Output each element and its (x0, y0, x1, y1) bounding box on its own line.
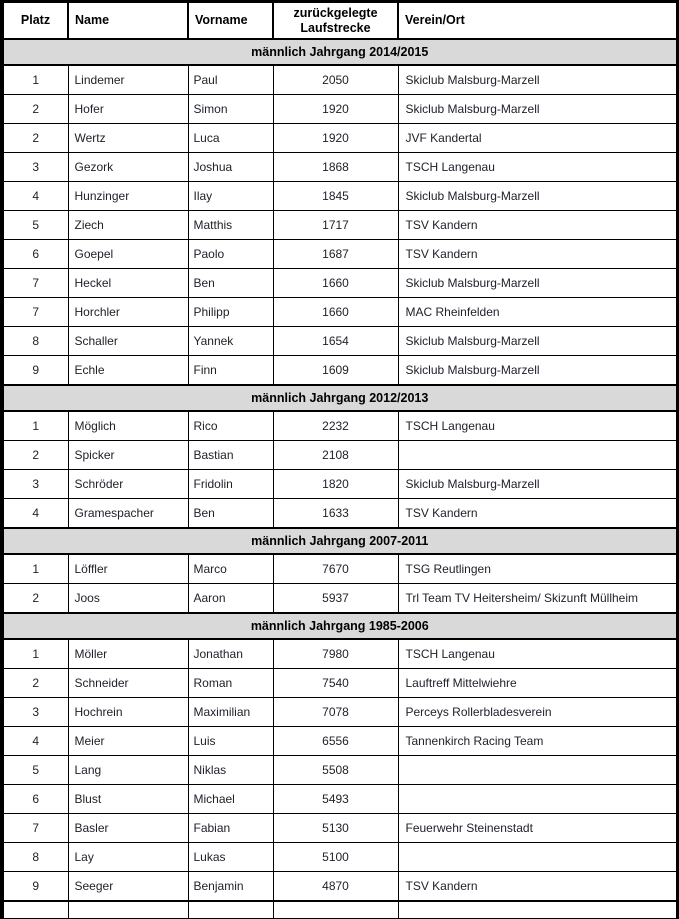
cell-name: Möller (68, 639, 188, 669)
cell-strecke: 5493 (273, 785, 398, 814)
cell-vorname: Niklas (188, 756, 273, 785)
table-row (2, 698, 677, 727)
cell-strecke: 1717 (273, 211, 398, 240)
cell-strecke: 1687 (273, 240, 398, 269)
cell-vorname: Marco (188, 554, 273, 584)
cell-name: Horchler (68, 298, 188, 327)
table-row (2, 727, 677, 756)
table-row (2, 182, 677, 211)
table-row (2, 639, 677, 669)
section-title: männlich Jahrgang 2012/2013 (2, 385, 677, 411)
cell-vorname: Michael (188, 785, 273, 814)
cell-name: Seeger (68, 872, 188, 902)
cell-platz: 6 (2, 785, 68, 814)
cell-strecke: 5937 (273, 584, 398, 614)
table-row (2, 669, 677, 698)
cell-strecke: 1660 (273, 298, 398, 327)
cell-vorname: Ben (188, 499, 273, 529)
cell-verein: TSV Kandern (398, 240, 677, 269)
cell-name: Lay (68, 843, 188, 872)
col-header-laufstrecke: zurückgelegte Laufstrecke (273, 2, 398, 40)
table-row (2, 269, 677, 298)
cell-vorname: Lukas (188, 843, 273, 872)
table-row (2, 153, 677, 182)
cell-strecke: 5130 (273, 814, 398, 843)
cell-strecke: 2232 (273, 411, 398, 441)
cell-name: Löffler (68, 554, 188, 584)
cell-name: Heckel (68, 269, 188, 298)
cell-verein: Feuerwehr Steinenstadt (398, 814, 677, 843)
cell-strecke: 1609 (273, 356, 398, 386)
cell-vorname: Matthis (188, 211, 273, 240)
col-header-vorname: Vorname (188, 2, 273, 40)
cell-name: Gramespacher (68, 499, 188, 529)
cell-name: Joos (68, 584, 188, 614)
cell-vorname: Philipp (188, 298, 273, 327)
cell-platz: 4 (2, 182, 68, 211)
cell-verein: Tannenkirch Racing Team (398, 727, 677, 756)
cell-empty (398, 901, 677, 919)
clipped-next-row (2, 901, 677, 919)
cell-platz: 3 (2, 153, 68, 182)
cell-vorname: Aaron (188, 584, 273, 614)
cell-name: Schaller (68, 327, 188, 356)
cell-empty (68, 901, 188, 919)
cell-verein: Skiclub Malsburg-Marzell (398, 470, 677, 499)
cell-platz: 7 (2, 814, 68, 843)
table-header-row (2, 2, 677, 40)
cell-vorname: Rico (188, 411, 273, 441)
cell-verein (398, 843, 677, 872)
cell-strecke: 2050 (273, 65, 398, 95)
section-header-row (2, 528, 677, 554)
cell-verein: Trl Team TV Heitersheim/ Skizunft Müllheim (398, 584, 677, 614)
table-row (2, 327, 677, 356)
cell-vorname: Finn (188, 356, 273, 386)
cell-vorname: Luis (188, 727, 273, 756)
cell-name: Wertz (68, 124, 188, 153)
cell-verein: Skiclub Malsburg-Marzell (398, 65, 677, 95)
cell-vorname: Simon (188, 95, 273, 124)
cell-name: Goepel (68, 240, 188, 269)
table-row (2, 240, 677, 269)
cell-name: Echle (68, 356, 188, 386)
cell-strecke: 7980 (273, 639, 398, 669)
cell-strecke: 7670 (273, 554, 398, 584)
cell-verein: TSV Kandern (398, 211, 677, 240)
cell-name: Meier (68, 727, 188, 756)
cell-vorname: Yannek (188, 327, 273, 356)
table-row (2, 554, 677, 584)
table-row (2, 470, 677, 499)
table-row (2, 872, 677, 902)
cell-verein: TSV Kandern (398, 872, 677, 902)
cell-strecke: 4870 (273, 872, 398, 902)
cell-empty (2, 901, 68, 919)
cell-platz: 2 (2, 124, 68, 153)
cell-name: Gezork (68, 153, 188, 182)
cell-platz: 4 (2, 727, 68, 756)
cell-platz: 9 (2, 356, 68, 386)
table-row (2, 785, 677, 814)
cell-platz: 2 (2, 95, 68, 124)
cell-platz: 7 (2, 269, 68, 298)
cell-verein: TSCH Langenau (398, 411, 677, 441)
cell-vorname: Paul (188, 65, 273, 95)
cell-platz: 8 (2, 843, 68, 872)
cell-strecke: 5100 (273, 843, 398, 872)
section-header-row (2, 613, 677, 639)
cell-verein: TSCH Langenau (398, 153, 677, 182)
cell-platz: 2 (2, 669, 68, 698)
cell-platz: 1 (2, 554, 68, 584)
col-header-platz: Platz (2, 2, 68, 40)
results-table-body (2, 39, 677, 919)
cell-name: Lindemer (68, 65, 188, 95)
cell-verein: TSV Kandern (398, 499, 677, 529)
cell-verein: MAC Rheinfelden (398, 298, 677, 327)
cell-vorname: Fabian (188, 814, 273, 843)
cell-verein: TSG Reutlingen (398, 554, 677, 584)
table-row (2, 499, 677, 529)
cell-empty (273, 901, 398, 919)
section-title: männlich Jahrgang 2007-2011 (2, 528, 677, 554)
cell-verein (398, 441, 677, 470)
cell-platz: 3 (2, 470, 68, 499)
cell-name: Hochrein (68, 698, 188, 727)
section-header-row (2, 39, 677, 65)
cell-vorname: Luca (188, 124, 273, 153)
cell-platz: 3 (2, 698, 68, 727)
cell-name: Basler (68, 814, 188, 843)
col-header-name: Name (68, 2, 188, 40)
table-row (2, 814, 677, 843)
cell-strecke: 7540 (273, 669, 398, 698)
cell-name: Hunzinger (68, 182, 188, 211)
cell-platz: 2 (2, 584, 68, 614)
cell-strecke: 1660 (273, 269, 398, 298)
cell-strecke: 1868 (273, 153, 398, 182)
cell-verein: Skiclub Malsburg-Marzell (398, 95, 677, 124)
section-title: männlich Jahrgang 1985-2006 (2, 613, 677, 639)
section-title: männlich Jahrgang 2014/2015 (2, 39, 677, 65)
table-row (2, 441, 677, 470)
table-row (2, 65, 677, 95)
cell-vorname: Joshua (188, 153, 273, 182)
cell-name: Möglich (68, 411, 188, 441)
cell-vorname: Maximilian (188, 698, 273, 727)
cell-vorname: Paolo (188, 240, 273, 269)
cell-verein (398, 756, 677, 785)
table-row (2, 124, 677, 153)
table-row (2, 298, 677, 327)
cell-platz: 1 (2, 639, 68, 669)
cell-strecke: 6556 (273, 727, 398, 756)
section-header-row (2, 385, 677, 411)
cell-platz: 4 (2, 499, 68, 529)
cell-vorname: Fridolin (188, 470, 273, 499)
cell-vorname: Benjamin (188, 872, 273, 902)
cell-strecke: 2108 (273, 441, 398, 470)
cell-strecke: 7078 (273, 698, 398, 727)
cell-platz: 5 (2, 756, 68, 785)
cell-vorname: Roman (188, 669, 273, 698)
cell-name: Schneider (68, 669, 188, 698)
cell-platz: 6 (2, 240, 68, 269)
cell-verein: Skiclub Malsburg-Marzell (398, 269, 677, 298)
table-row (2, 756, 677, 785)
cell-platz: 7 (2, 298, 68, 327)
table-row (2, 411, 677, 441)
cell-vorname: Bastian (188, 441, 273, 470)
cell-name: Hofer (68, 95, 188, 124)
cell-verein: Skiclub Malsburg-Marzell (398, 327, 677, 356)
cell-verein: JVF Kandertal (398, 124, 677, 153)
cell-strecke: 1654 (273, 327, 398, 356)
cell-verein: Skiclub Malsburg-Marzell (398, 182, 677, 211)
cell-strecke: 1845 (273, 182, 398, 211)
cell-strecke: 1920 (273, 124, 398, 153)
col-header-verein: Verein/Ort (398, 2, 677, 40)
table-row (2, 584, 677, 614)
cell-platz: 9 (2, 872, 68, 902)
table-row (2, 95, 677, 124)
cell-platz: 1 (2, 411, 68, 441)
cell-strecke: 1820 (273, 470, 398, 499)
cell-vorname: Ilay (188, 182, 273, 211)
table-row (2, 356, 677, 386)
cell-name: Ziech (68, 211, 188, 240)
cell-platz: 5 (2, 211, 68, 240)
cell-name: Schröder (68, 470, 188, 499)
cell-platz: 2 (2, 441, 68, 470)
cell-empty (188, 901, 273, 919)
table-row (2, 211, 677, 240)
cell-name: Blust (68, 785, 188, 814)
cell-name: Spicker (68, 441, 188, 470)
table-row (2, 843, 677, 872)
cell-platz: 8 (2, 327, 68, 356)
cell-platz: 1 (2, 65, 68, 95)
cell-verein: Lauftreff Mittelwiehre (398, 669, 677, 698)
cell-verein: Skiclub Malsburg-Marzell (398, 356, 677, 386)
cell-vorname: Jonathan (188, 639, 273, 669)
cell-strecke: 5508 (273, 756, 398, 785)
cell-verein: TSCH Langenau (398, 639, 677, 669)
cell-strecke: 1920 (273, 95, 398, 124)
cell-verein: Perceys Rollerbladesverein (398, 698, 677, 727)
cell-name: Lang (68, 756, 188, 785)
cell-verein (398, 785, 677, 814)
cell-vorname: Ben (188, 269, 273, 298)
cell-strecke: 1633 (273, 499, 398, 529)
